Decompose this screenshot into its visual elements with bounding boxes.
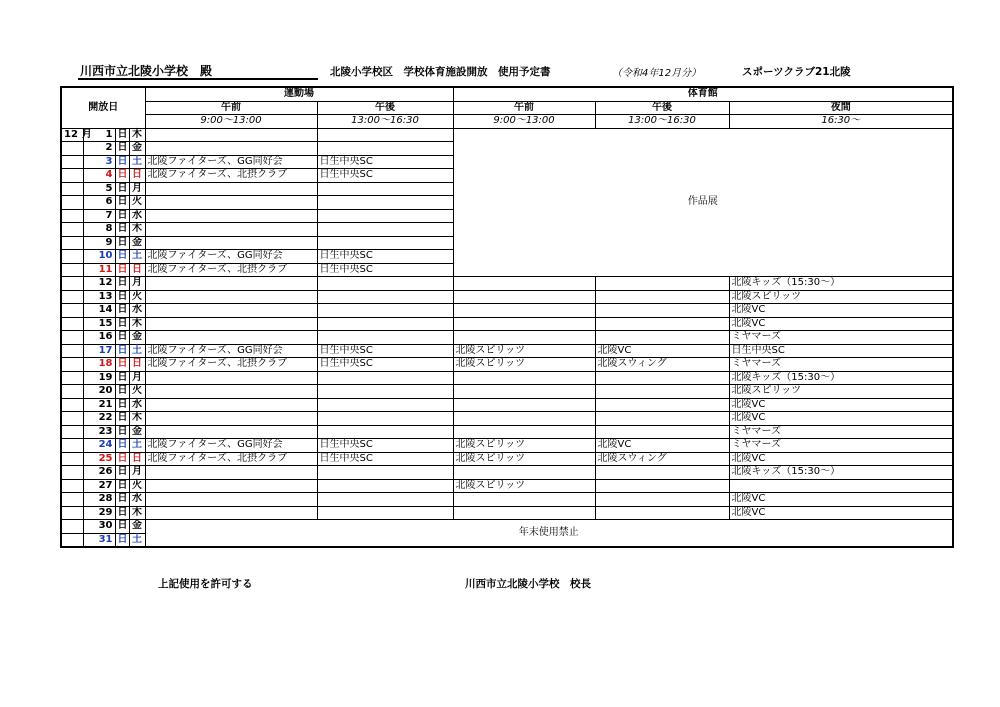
- day-unit: 日: [115, 344, 129, 358]
- day-unit: 日: [115, 493, 129, 507]
- day-number: 25: [83, 452, 115, 466]
- ground-am-cell: [145, 371, 317, 385]
- gym-night-cell: 北陵VC: [729, 506, 953, 520]
- day-number: 22: [83, 412, 115, 426]
- club-name: スポーツクラブ21北陵: [742, 66, 851, 78]
- ground-am-cell: [145, 466, 317, 480]
- gym-am-cell: [453, 506, 595, 520]
- gym-am-cell: [453, 371, 595, 385]
- day-unit: 日: [115, 209, 129, 223]
- day-row: [61, 412, 953, 426]
- day-unit: 日: [115, 398, 129, 412]
- ground-pm-cell: [317, 290, 453, 304]
- gym-pm-cell: [595, 466, 729, 480]
- ground-am-cell: [145, 209, 317, 223]
- gym-night-cell: 北陵VC: [729, 398, 953, 412]
- weekday: 木: [129, 128, 145, 142]
- day-number: 2: [83, 142, 115, 156]
- weekday: 日: [129, 452, 145, 466]
- weekday: 月: [129, 182, 145, 196]
- day-unit: 日: [115, 142, 129, 156]
- day-number: 9: [83, 236, 115, 250]
- gym-night-cell: 北陵キッズ（15:30～）: [729, 277, 953, 291]
- month-spacer: [61, 196, 83, 210]
- day-row: [61, 290, 953, 304]
- day-row: [61, 425, 953, 439]
- ground-pm-cell: [317, 479, 453, 493]
- month-spacer: [61, 506, 83, 520]
- ground-am-cell: [145, 317, 317, 331]
- day-number: 28: [83, 493, 115, 507]
- ground-am-cell: 北陵ファイターズ、北摂クラブ: [145, 452, 317, 466]
- gym-pm-header: 午後: [595, 101, 729, 115]
- day-number: 17: [83, 344, 115, 358]
- gym-night-cell: 北陵VC: [729, 452, 953, 466]
- ground-pm-cell: [317, 398, 453, 412]
- day-unit: 日: [115, 155, 129, 169]
- month-spacer: [61, 371, 83, 385]
- month-spacer: [61, 277, 83, 291]
- weekday: 日: [129, 169, 145, 183]
- month-spacer: [61, 317, 83, 331]
- weekday: 火: [129, 479, 145, 493]
- weekday: 火: [129, 196, 145, 210]
- month-spacer: [61, 304, 83, 318]
- day-number: 1: [83, 128, 115, 142]
- day-unit: 日: [115, 425, 129, 439]
- day-unit: 日: [115, 412, 129, 426]
- month-spacer: [61, 479, 83, 493]
- day-number: 12: [83, 277, 115, 291]
- weekday: 金: [129, 425, 145, 439]
- weekday: 月: [129, 466, 145, 480]
- gym-night-cell: ミヤマーズ: [729, 331, 953, 345]
- day-number: 30: [83, 520, 115, 534]
- day-number: 7: [83, 209, 115, 223]
- day-row: [61, 493, 953, 507]
- gym-pm-cell: 北陵VC: [595, 344, 729, 358]
- day-unit: 日: [115, 263, 129, 277]
- ground-pm-cell: [317, 412, 453, 426]
- weekday: 月: [129, 371, 145, 385]
- ground-pm-cell: 日生中央SC: [317, 452, 453, 466]
- gym-pm-cell: [595, 371, 729, 385]
- day-number: 24: [83, 439, 115, 453]
- ground-am-cell: [145, 506, 317, 520]
- ground-am-cell: [145, 412, 317, 426]
- weekday: 水: [129, 304, 145, 318]
- ground-am-cell: 北陵ファイターズ、北摂クラブ: [145, 263, 317, 277]
- weekday: 水: [129, 398, 145, 412]
- gym-night-cell: 北陵スピリッツ: [729, 290, 953, 304]
- month-spacer: [61, 493, 83, 507]
- ground-pm-cell: [317, 331, 453, 345]
- gym-pm-cell: [595, 506, 729, 520]
- weekday: 土: [129, 250, 145, 264]
- weekday: 金: [129, 331, 145, 345]
- gym-night-cell: 北陵スピリッツ: [729, 385, 953, 399]
- day-row: [61, 520, 953, 534]
- ground-pm-cell: [317, 385, 453, 399]
- day-number: 31: [83, 533, 115, 547]
- weekday: 土: [129, 344, 145, 358]
- day-number: 27: [83, 479, 115, 493]
- day-number: 11: [83, 263, 115, 277]
- ground-pm-cell: 日生中央SC: [317, 169, 453, 183]
- addressee-underline: [78, 78, 318, 80]
- principal-signature: 川西市立北陵小学校 校長: [465, 578, 591, 590]
- open-day-header: 開放日: [61, 87, 145, 128]
- ground-am-cell: 北陵ファイターズ、北摂クラブ: [145, 358, 317, 372]
- schedule-table: [60, 86, 954, 548]
- weekday: 金: [129, 142, 145, 156]
- day-unit: 日: [115, 169, 129, 183]
- month-number: 12: [64, 128, 78, 140]
- day-number: 8: [83, 223, 115, 237]
- day-unit: 日: [115, 452, 129, 466]
- ground-am-cell: [145, 385, 317, 399]
- weekday: 木: [129, 412, 145, 426]
- ground-am-cell: 北陵ファイターズ、GG同好会: [145, 250, 317, 264]
- ground-pm-cell: [317, 493, 453, 507]
- day-row: [61, 385, 953, 399]
- month-spacer: [61, 236, 83, 250]
- ground-pm-cell: [317, 196, 453, 210]
- gym-pm-time: 13:00～16:30: [595, 115, 729, 129]
- weekday: 木: [129, 317, 145, 331]
- day-unit: 日: [115, 479, 129, 493]
- ground-am-cell: [145, 493, 317, 507]
- month-spacer: [61, 209, 83, 223]
- month-spacer: [61, 142, 83, 156]
- gym-am-cell: [453, 425, 595, 439]
- day-unit: 日: [115, 358, 129, 372]
- gym-pm-cell: [595, 317, 729, 331]
- gym-exhibition-cell: 作品展: [453, 128, 953, 277]
- day-number: 6: [83, 196, 115, 210]
- ground-am-cell: 北陵ファイターズ、GG同好会: [145, 439, 317, 453]
- ground-am-cell: [145, 277, 317, 291]
- day-unit: 日: [115, 128, 129, 142]
- document-title: 北陵小学校区 学校体育施設開放 使用予定書: [330, 66, 551, 78]
- permit-statement: 上記使用を許可する: [158, 578, 253, 590]
- weekday: 月: [129, 277, 145, 291]
- ground-am-cell: 北陵ファイターズ、GG同好会: [145, 155, 317, 169]
- gym-night-cell: 北陵キッズ（15:30～）: [729, 466, 953, 480]
- year-end-closed-note: 年末使用禁止: [145, 520, 953, 548]
- ground-am-header: 午前: [145, 101, 317, 115]
- ground-pm-cell: [317, 304, 453, 318]
- month-spacer: [61, 263, 83, 277]
- weekday: 木: [129, 506, 145, 520]
- gym-am-cell: [453, 412, 595, 426]
- ground-am-cell: [145, 304, 317, 318]
- month-spacer: [61, 533, 83, 547]
- ground-am-time: 9:00～13:00: [145, 115, 317, 129]
- ground-am-cell: [145, 398, 317, 412]
- day-number: 14: [83, 304, 115, 318]
- ground-pm-cell: [317, 182, 453, 196]
- gym-am-cell: [453, 304, 595, 318]
- ground-pm-cell: [317, 425, 453, 439]
- day-row: [61, 398, 953, 412]
- ground-am-cell: [145, 331, 317, 345]
- weekday: 木: [129, 223, 145, 237]
- ground-pm-cell: [317, 466, 453, 480]
- day-unit: 日: [115, 250, 129, 264]
- month-spacer: [61, 439, 83, 453]
- day-number: 18: [83, 358, 115, 372]
- gym-am-cell: [453, 317, 595, 331]
- gym-am-cell: [453, 466, 595, 480]
- day-number: 3: [83, 155, 115, 169]
- weekday: 金: [129, 520, 145, 534]
- day-number: 13: [83, 290, 115, 304]
- day-unit: 日: [115, 331, 129, 345]
- day-unit: 日: [115, 317, 129, 331]
- ground-am-cell: [145, 196, 317, 210]
- gym-pm-cell: [595, 425, 729, 439]
- day-unit: 日: [115, 196, 129, 210]
- day-row: [61, 344, 953, 358]
- ground-am-cell: [145, 182, 317, 196]
- day-unit: 日: [115, 520, 129, 534]
- gym-am-cell: [453, 398, 595, 412]
- day-number: 29: [83, 506, 115, 520]
- gym-night-cell: 北陵VC: [729, 304, 953, 318]
- day-number: 26: [83, 466, 115, 480]
- ground-pm-cell: 日生中央SC: [317, 263, 453, 277]
- day-row: [61, 331, 953, 345]
- month-spacer: [61, 182, 83, 196]
- month-spacer: [61, 398, 83, 412]
- weekday: 水: [129, 209, 145, 223]
- month-spacer: [61, 358, 83, 372]
- gym-pm-cell: [595, 479, 729, 493]
- day-row: [61, 439, 953, 453]
- gym-night-cell: 北陵キッズ（15:30～）: [729, 371, 953, 385]
- gym-am-cell: [453, 331, 595, 345]
- day-row: [61, 317, 953, 331]
- day-number: 23: [83, 425, 115, 439]
- gym-am-cell: 北陵スピリッツ: [453, 358, 595, 372]
- day-row: [61, 452, 953, 466]
- day-row: [61, 128, 953, 142]
- ground-am-cell: [145, 425, 317, 439]
- day-row: [61, 506, 953, 520]
- day-unit: 日: [115, 506, 129, 520]
- month-spacer: [61, 155, 83, 169]
- ground-am-cell: [145, 128, 317, 142]
- ground-pm-cell: [317, 506, 453, 520]
- weekday: 土: [129, 155, 145, 169]
- ground-pm-time: 13:00～16:30: [317, 115, 453, 129]
- gym-am-header: 午前: [453, 101, 595, 115]
- month-spacer: [61, 520, 83, 534]
- month-spacer: [61, 223, 83, 237]
- gym-am-cell: [453, 290, 595, 304]
- gym-night-cell: 北陵VC: [729, 412, 953, 426]
- gym-am-cell: 北陵スピリッツ: [453, 479, 595, 493]
- gym-night-header: 夜間: [729, 101, 953, 115]
- day-number: 15: [83, 317, 115, 331]
- month-spacer: [61, 466, 83, 480]
- gym-pm-cell: 北陵スウィング: [595, 452, 729, 466]
- month-spacer: [61, 412, 83, 426]
- gym-header: 体育館: [453, 87, 953, 101]
- gym-night-cell: ミヤマーズ: [729, 425, 953, 439]
- weekday: 日: [129, 358, 145, 372]
- weekday: 土: [129, 533, 145, 547]
- gym-pm-cell: [595, 304, 729, 318]
- ground-pm-cell: [317, 236, 453, 250]
- month-spacer: [61, 385, 83, 399]
- gym-night-cell: [729, 479, 953, 493]
- ground-am-cell: [145, 236, 317, 250]
- ground-am-cell: 北陵ファイターズ、北摂クラブ: [145, 169, 317, 183]
- ground-pm-cell: 日生中央SC: [317, 250, 453, 264]
- day-row: [61, 304, 953, 318]
- month-spacer: [61, 169, 83, 183]
- month-spacer: [61, 290, 83, 304]
- weekday: 火: [129, 385, 145, 399]
- gym-pm-cell: [595, 493, 729, 507]
- gym-pm-cell: [595, 385, 729, 399]
- ground-pm-cell: [317, 142, 453, 156]
- gym-am-cell: [453, 385, 595, 399]
- ground-am-cell: 北陵ファイターズ、GG同好会: [145, 344, 317, 358]
- gym-night-cell: 日生中央SC: [729, 344, 953, 358]
- day-row: [61, 466, 953, 480]
- ground-pm-cell: 日生中央SC: [317, 155, 453, 169]
- ground-pm-cell: [317, 223, 453, 237]
- day-unit: 日: [115, 439, 129, 453]
- month-spacer: [61, 331, 83, 345]
- day-unit: 日: [115, 385, 129, 399]
- gym-pm-cell: [595, 277, 729, 291]
- weekday: 土: [129, 439, 145, 453]
- gym-night-cell: ミヤマーズ: [729, 439, 953, 453]
- gym-night-cell: 北陵VC: [729, 493, 953, 507]
- gym-am-cell: [453, 493, 595, 507]
- weekday: 金: [129, 236, 145, 250]
- day-unit: 日: [115, 533, 129, 547]
- day-unit: 日: [115, 223, 129, 237]
- month-unit: 月: [81, 128, 92, 140]
- gym-am-cell: 北陵スピリッツ: [453, 439, 595, 453]
- weekday: 水: [129, 493, 145, 507]
- ground-pm-cell: 日生中央SC: [317, 439, 453, 453]
- month-spacer: [61, 344, 83, 358]
- day-number: 19: [83, 371, 115, 385]
- gym-pm-cell: [595, 398, 729, 412]
- day-unit: 日: [115, 371, 129, 385]
- gym-am-cell: 北陵スピリッツ: [453, 452, 595, 466]
- day-unit: 日: [115, 182, 129, 196]
- ground-am-cell: [145, 479, 317, 493]
- period-label: （令和4年12月分）: [612, 68, 702, 79]
- day-number: 5: [83, 182, 115, 196]
- ground-am-cell: [145, 142, 317, 156]
- weekday: 火: [129, 290, 145, 304]
- day-number: 10: [83, 250, 115, 264]
- day-unit: 日: [115, 304, 129, 318]
- month-label: [61, 128, 92, 142]
- weekday: 日: [129, 263, 145, 277]
- day-row: [61, 479, 953, 493]
- gym-pm-cell: [595, 412, 729, 426]
- day-number: 21: [83, 398, 115, 412]
- gym-night-cell: 北陵VC: [729, 317, 953, 331]
- day-number: 20: [83, 385, 115, 399]
- day-unit: 日: [115, 277, 129, 291]
- day-row: [61, 358, 953, 372]
- ground-header: 運動場: [145, 87, 453, 101]
- gym-night-cell: ミヤマーズ: [729, 358, 953, 372]
- gym-night-time: 16:30～: [729, 115, 953, 129]
- ground-pm-cell: 日生中央SC: [317, 344, 453, 358]
- gym-am-cell: [453, 277, 595, 291]
- day-unit: 日: [115, 290, 129, 304]
- month-spacer: [61, 452, 83, 466]
- gym-pm-cell: 北陵スウィング: [595, 358, 729, 372]
- day-unit: 日: [115, 236, 129, 250]
- day-row: [61, 371, 953, 385]
- gym-pm-cell: [595, 331, 729, 345]
- ground-pm-cell: 日生中央SC: [317, 358, 453, 372]
- month-spacer: [61, 425, 83, 439]
- ground-pm-cell: [317, 317, 453, 331]
- ground-am-cell: [145, 290, 317, 304]
- ground-pm-cell: [317, 371, 453, 385]
- addressee: 川西市立北陵小学校 殿: [80, 64, 213, 78]
- ground-pm-cell: [317, 128, 453, 142]
- ground-pm-cell: [317, 209, 453, 223]
- gym-am-time: 9:00～13:00: [453, 115, 595, 129]
- day-unit: 日: [115, 466, 129, 480]
- gym-am-cell: 北陵スピリッツ: [453, 344, 595, 358]
- month-spacer: [61, 250, 83, 264]
- day-number: 4: [83, 169, 115, 183]
- gym-pm-cell: 北陵VC: [595, 439, 729, 453]
- ground-pm-cell: [317, 277, 453, 291]
- day-row: [61, 277, 953, 291]
- ground-pm-header: 午後: [317, 101, 453, 115]
- gym-pm-cell: [595, 290, 729, 304]
- day-number: 16: [83, 331, 115, 345]
- ground-am-cell: [145, 223, 317, 237]
